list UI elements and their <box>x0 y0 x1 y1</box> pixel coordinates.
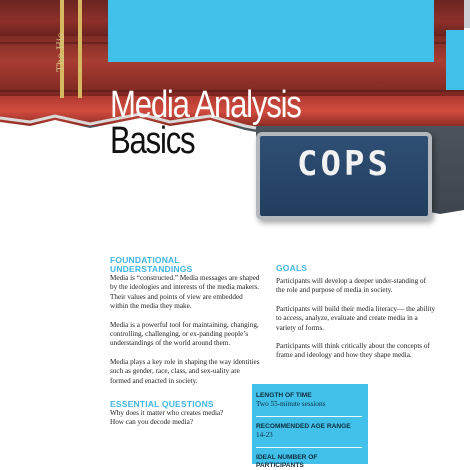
page-title-line1: Media Analysis <box>110 84 301 126</box>
body-paragraph: Media is “constructed.” Media messages are shaped by the ideologies and interests of the media makers. Their values and points of view are embedded within the media they make. <box>110 274 260 311</box>
info-heading: IDEAL NUMBER OF PARTICIPANTS <box>256 454 318 469</box>
page-title-line2: Basics <box>110 120 195 162</box>
sign-text: COPS <box>297 144 391 184</box>
cops-sign-image <box>256 132 432 220</box>
book-spine-text: The His <box>56 32 67 72</box>
left-column <box>110 256 260 428</box>
section-heading: FOUNDATIONAL <box>110 255 180 265</box>
goals-heading: GOALS <box>276 263 308 273</box>
info-value: Two 55-minute sessions <box>256 400 326 408</box>
body-paragraph: Media is a powerful tool for maintaining, changing, controlling, challenging, or ex-panding people’s understandings of the world around them. <box>110 320 259 348</box>
right-column <box>276 264 436 370</box>
question-line: Why does it matter who creates media? <box>110 409 224 418</box>
blue-accent-block <box>108 0 434 62</box>
question-line: How can you decode media? <box>110 418 194 427</box>
body-paragraph: Media plays a key role in shaping the way identities such as gender, race, class, and sex-uality are formed and enacted in society. <box>110 357 260 385</box>
goal-item: Participants will develop a deeper under-standing of the role and purpose of media in society. <box>276 277 426 295</box>
blue-accent-block <box>446 30 464 90</box>
section-heading: UNDERSTANDINGS <box>110 264 193 274</box>
info-box <box>252 384 368 469</box>
info-heading: RECOMMENDED AGE RANGE <box>256 423 351 430</box>
goal-item: Participants will build their media literacy— the ability to access, analyze, evaluate and create media in a variety of forms. <box>276 304 436 332</box>
book-spine-band <box>78 0 82 98</box>
divider <box>256 416 362 417</box>
section-heading: ESSENTIAL QUESTIONS <box>110 399 214 410</box>
goal-item: Participants will think critically about the concepts of frame and ideology and how they shape media. <box>276 342 430 360</box>
info-heading: LENGTH OF TIME <box>256 392 312 399</box>
info-value: 14-23 <box>256 431 273 439</box>
divider <box>256 447 362 448</box>
